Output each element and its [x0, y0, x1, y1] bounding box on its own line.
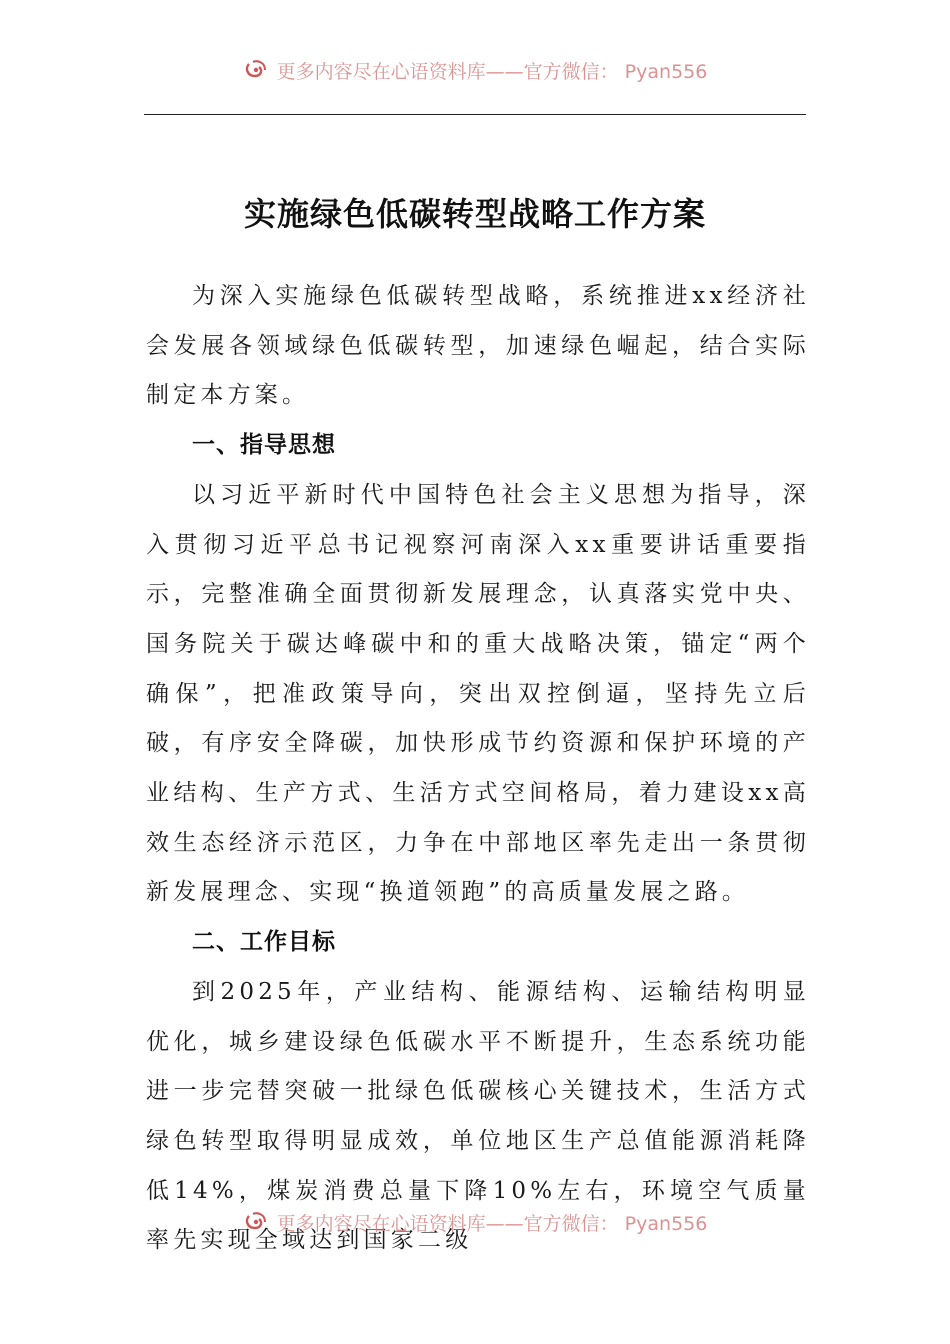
watermark-header	[0, 54, 950, 86]
brand-logo-icon	[243, 58, 271, 82]
section-body-guiding-thought: 以习近平新时代中国特色社会主义思想为指导，深入贯彻习近平总书记视察河南深入xx重要讲话重要指示，完整准确全面贯彻新发展理念，认真落实党中央、国务院关于碳达峰碳中和的重大战略决策，锚定“两个确保”，把准政策导向，突出双控倒逼，坚持先立后破，有序安全降碳，加快形成节约资源和保护环境的产业结构、生产方式、生活方式空间格局，着力建设xx高效生态经济示范区，力争在中部地区率先走出一条贯彻新发展理念、实现“换道领跑”的高质量发展之路。	[146, 481, 810, 906]
section-body-work-goals: 到2025年，产业结构、能源结构、运输结构明显优化，城乡建设绿色低碳水平不断提升，生态系统功能进一步完替突破一批绿色低碳核心关键技术，生活方式绿色转型取得明显成效，单位地区生产总值能源消耗降低14%，煤炭消费总量下降10%左右，环境空气质量率先实现全域达到国家二级	[146, 978, 810, 1254]
intro-paragraph: 为深入实施绿色低碳转型战略，系统推进xx经济社会发展各领域绿色低碳转型，加速绿色崛起，结合实际制定本方案。	[146, 283, 810, 409]
document-body	[146, 272, 810, 1266]
section-heading-work-goals: 二、工作目标	[192, 929, 336, 956]
watermark-text: 更多内容尽在心语资料库——官方微信： Pyan556	[276, 1212, 708, 1235]
section-heading-guiding-thought: 一、指导思想	[192, 432, 336, 459]
document-title: 实施绿色低碳转型战略工作方案	[243, 195, 706, 234]
brand-logo-icon	[243, 1210, 271, 1234]
watermark-footer	[0, 1206, 950, 1238]
watermark-text: 更多内容尽在心语资料库——官方微信： Pyan556	[276, 60, 708, 83]
header-divider	[144, 114, 806, 115]
